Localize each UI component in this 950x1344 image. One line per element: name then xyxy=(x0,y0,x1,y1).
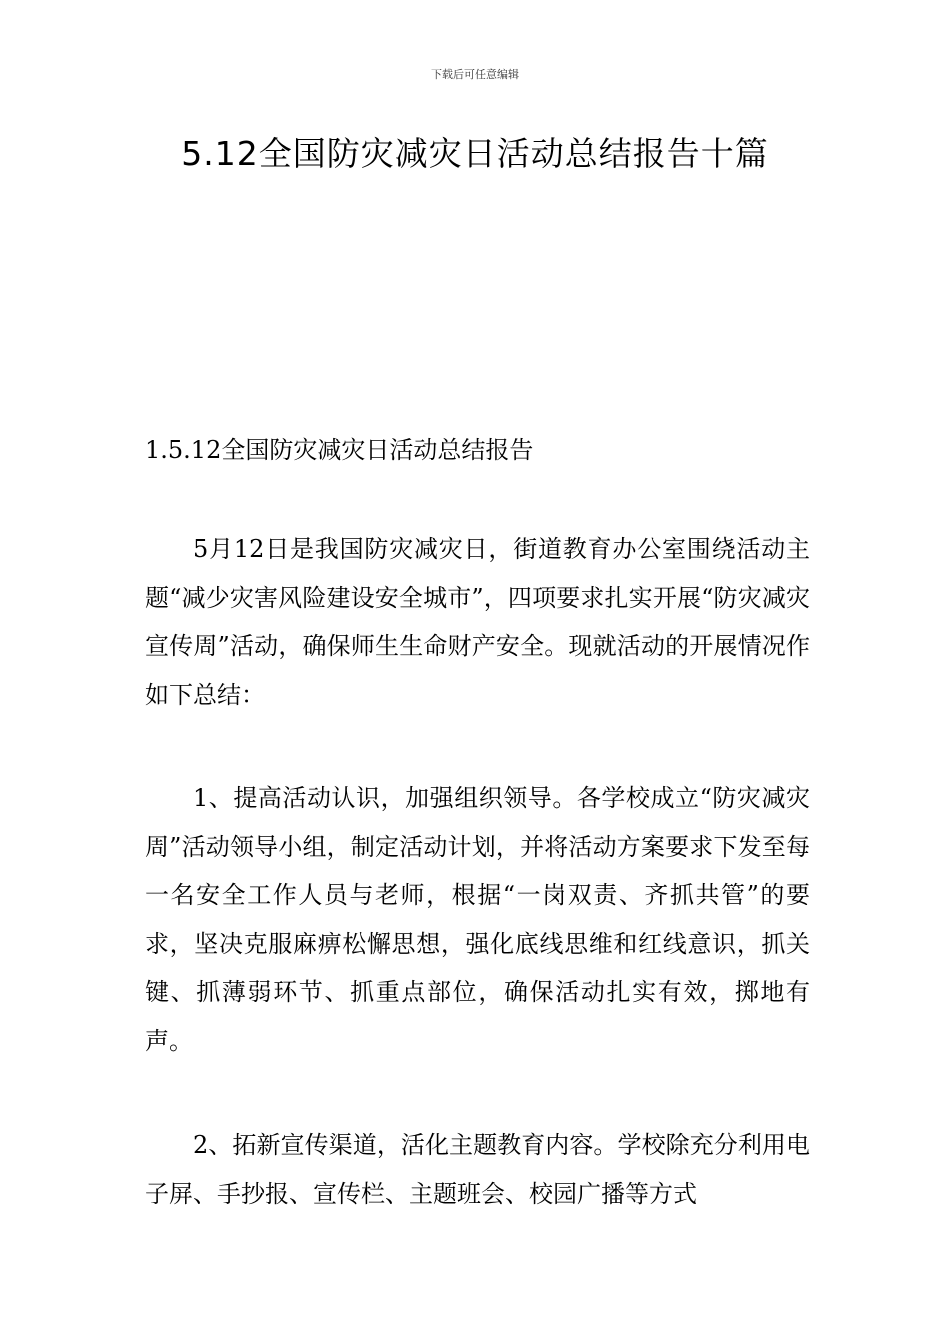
paragraph-item-2: 2、拓新宣传渠道，活化主题教育内容。学校除充分利用电子屏、手抄报、宣传栏、主题班会、校园广播等方式 xyxy=(145,1131,810,1208)
paragraph-item-1: 1、提高活动认识，加强组织领导。各学校成立“防灾减灾周”活动领导小组，制定活动计划，并将活动方案要求下发至每一名安全工作人员与老师，根据“一岗双责、齐抓共管”的要求，坚决克服麻痹松懈思想，强化底线思维和红线意识，抓关键、抓薄弱环节、抓重点部位，确保活动扎实有效，掷地有声。 xyxy=(145,784,810,1055)
paragraph-intro: 5月12日是我国防灾减灾日，街道教育办公室围绕活动主题“减少灾害风险建设安全城市”，四项要求扎实开展“防灾减灾宣传周”活动，确保师生生命财产安全。现就活动的开展情况作如下总结： xyxy=(145,535,810,709)
header-note: 下载后可任意编辑 xyxy=(431,68,519,81)
document-title: 5.12全国防灾减灾日活动总结报告十篇 xyxy=(181,134,769,173)
section-heading: 1.5.12全国防灾减灾日活动总结报告 xyxy=(145,436,534,464)
